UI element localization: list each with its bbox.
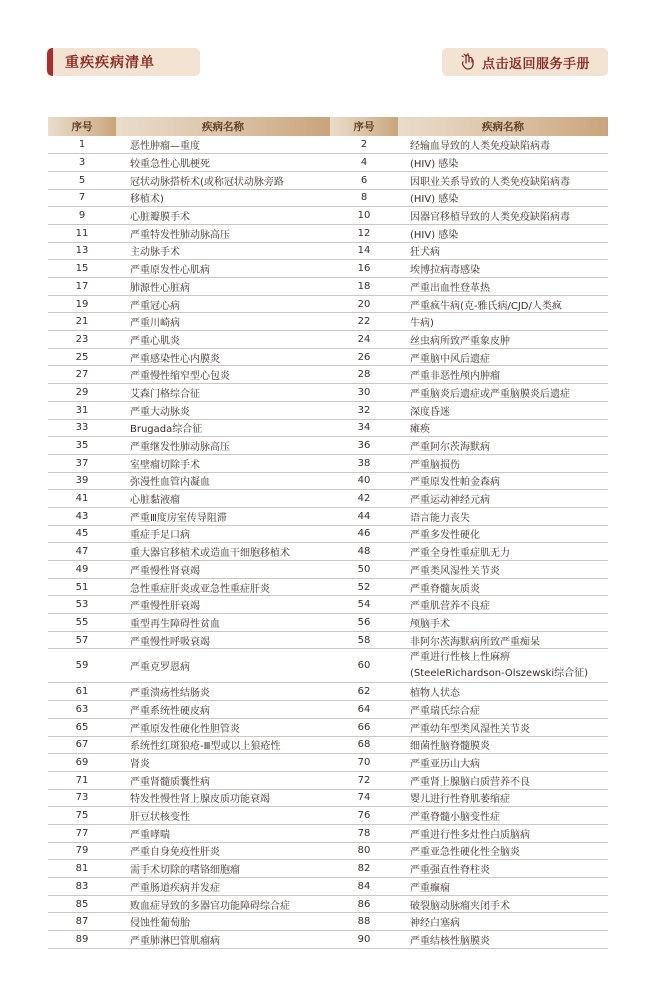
row-index: 48 [330, 543, 398, 561]
row-index: 40 [330, 472, 398, 490]
disease-name: 严重强直性脊柱炎 [398, 860, 608, 878]
disease-name: 恶性肿瘤—重度 [116, 136, 330, 154]
row-index: 30 [330, 384, 398, 402]
disease-name: 严重溃疡性结肠炎 [116, 683, 330, 701]
row-index: 81 [48, 860, 116, 878]
disease-name: 埃博拉病毒感染 [398, 260, 608, 278]
disease-name: 婴儿进行性脊肌萎缩症 [398, 789, 608, 807]
row-index: 47 [48, 543, 116, 561]
row-index: 12 [330, 224, 398, 242]
table-row [48, 313, 608, 331]
row-index: 69 [48, 754, 116, 772]
row-index: 11 [48, 224, 116, 242]
row-index: 66 [330, 718, 398, 736]
disease-name-line: 严重进行性核上性麻痹 [410, 651, 510, 663]
row-index: 38 [330, 454, 398, 472]
row-index: 42 [330, 490, 398, 508]
disease-name: 神经白塞病 [398, 913, 608, 931]
row-index: 45 [48, 525, 116, 543]
row-index: 41 [48, 490, 116, 508]
row-index: 77 [48, 824, 116, 842]
row-index: 61 [48, 683, 116, 701]
disease-name: 严重脊髓小脑变性症 [398, 807, 608, 825]
disease-name: 冠状动脉搭桥术(或称冠状动脉旁路 [116, 171, 330, 189]
row-index: 55 [48, 614, 116, 632]
disease-name: 细菌性脑脊髓膜炎 [398, 736, 608, 754]
table-row [48, 895, 608, 913]
row-index: 49 [48, 561, 116, 579]
back-to-manual-label: 点击返回服务手册 [481, 56, 590, 72]
row-index: 9 [48, 207, 116, 225]
disease-name: 严重Ⅲ度房室传导阻滞 [116, 507, 330, 525]
disease-name: 瘫痪 [398, 419, 608, 437]
row-index: 72 [330, 771, 398, 789]
table-row [48, 171, 608, 189]
row-index: 86 [330, 895, 398, 913]
hand-pointer-icon [460, 53, 476, 71]
row-index: 20 [330, 295, 398, 313]
disease-name: 严重幼年型类风湿性关节炎 [398, 718, 608, 736]
disease-name [398, 649, 608, 683]
row-index: 85 [48, 895, 116, 913]
disease-name: 严重肌营养不良症 [398, 596, 608, 614]
row-index: 64 [330, 701, 398, 719]
disease-name: 牛病) [398, 313, 608, 331]
disease-name: 需手术切除的嗜铬细胞瘤 [116, 860, 330, 878]
row-index: 63 [48, 701, 116, 719]
row-index: 2 [330, 136, 398, 154]
table-row [48, 525, 608, 543]
table-row [48, 754, 608, 772]
table-row [48, 701, 608, 719]
disease-name: 丝虫病所致严重象皮肿 [398, 331, 608, 349]
row-index: 79 [48, 842, 116, 860]
row-index: 78 [330, 824, 398, 842]
row-index: 53 [48, 596, 116, 614]
disease-name: 较重急性心肌梗死 [116, 154, 330, 172]
table-row [48, 189, 608, 207]
row-index: 25 [48, 348, 116, 366]
disease-name: 严重多发性硬化 [398, 525, 608, 543]
row-index: 80 [330, 842, 398, 860]
disease-name: 严重非恶性颅内肿瘤 [398, 366, 608, 384]
disease-name: 严重慢性肝衰竭 [116, 596, 330, 614]
row-index: 68 [330, 736, 398, 754]
disease-name: 严重原发性帕金森病 [398, 472, 608, 490]
row-index: 16 [330, 260, 398, 278]
row-index: 82 [330, 860, 398, 878]
row-index: 74 [330, 789, 398, 807]
table-row [48, 683, 608, 701]
table-row [48, 718, 608, 736]
row-index: 39 [48, 472, 116, 490]
disease-name: 严重肠道疾病并发症 [116, 878, 330, 896]
row-index: 18 [330, 278, 398, 296]
row-index: 73 [48, 789, 116, 807]
disease-name: 严重系统性硬皮病 [116, 701, 330, 719]
row-index: 76 [330, 807, 398, 825]
table-row [48, 578, 608, 596]
disease-table [48, 117, 608, 949]
row-index: 6 [330, 171, 398, 189]
disease-name: 严重出血性登革热 [398, 278, 608, 296]
row-index: 3 [48, 154, 116, 172]
table-row [48, 260, 608, 278]
row-index: 70 [330, 754, 398, 772]
column-header-index: 序号 [48, 117, 116, 136]
disease-name: 移植术) [116, 189, 330, 207]
table-row [48, 631, 608, 649]
row-index: 46 [330, 525, 398, 543]
disease-name: 狂犬病 [398, 242, 608, 260]
table-row [48, 366, 608, 384]
disease-name: 严重肺淋巴管肌瘤病 [116, 931, 330, 949]
table-row [48, 771, 608, 789]
table-row [48, 490, 608, 508]
row-index: 89 [48, 931, 116, 949]
disease-name: 严重原发性心肌病 [116, 260, 330, 278]
disease-name: 严重运动神经元病 [398, 490, 608, 508]
disease-name: 严重脊髓灰质炎 [398, 578, 608, 596]
table-row [48, 507, 608, 525]
table-row [48, 295, 608, 313]
disease-name: 弥漫性血管内凝血 [116, 472, 330, 490]
row-index: 1 [48, 136, 116, 154]
table-row [48, 136, 608, 154]
row-index: 8 [330, 189, 398, 207]
row-index: 7 [48, 189, 116, 207]
disease-name: 严重继发性肺动脉高压 [116, 437, 330, 455]
table-row [48, 931, 608, 949]
back-to-manual-button[interactable] [442, 48, 608, 76]
disease-name: 心脏黏液瘤 [116, 490, 330, 508]
disease-name: 特发性慢性肾上腺皮质功能衰竭 [116, 789, 330, 807]
row-index: 90 [330, 931, 398, 949]
row-index: 17 [48, 278, 116, 296]
disease-name: 重大器官移植术或造血干细胞移植术 [116, 543, 330, 561]
disease-name: 严重结核性脑膜炎 [398, 931, 608, 949]
row-index: 19 [48, 295, 116, 313]
disease-name: 严重慢性呼吸衰竭 [116, 631, 330, 649]
disease-name: 经输血导致的人类免疫缺陷病毒 [398, 136, 608, 154]
disease-name: 严重自身免疫性肝炎 [116, 842, 330, 860]
table-row [48, 878, 608, 896]
disease-name: (HIV) 感染 [398, 224, 608, 242]
disease-name: 严重亚急性硬化性全脑炎 [398, 842, 608, 860]
row-index: 32 [330, 401, 398, 419]
disease-name: 严重全身性重症肌无力 [398, 543, 608, 561]
disease-name: 严重进行性多灶性白质脑病 [398, 824, 608, 842]
row-index: 33 [48, 419, 116, 437]
row-index: 28 [330, 366, 398, 384]
disease-name: 严重癫痫 [398, 878, 608, 896]
row-index: 62 [330, 683, 398, 701]
disease-name: 非阿尔茨海默病所致严重痴呆 [398, 631, 608, 649]
row-index: 35 [48, 437, 116, 455]
disease-name: 艾森门格综合征 [116, 384, 330, 402]
row-index: 84 [330, 878, 398, 896]
disease-name: 严重肾髓质囊性病 [116, 771, 330, 789]
row-index: 37 [48, 454, 116, 472]
disease-name: 严重脑损伤 [398, 454, 608, 472]
row-index: 36 [330, 437, 398, 455]
disease-name: 急性重症肝炎或亚急性重症肝炎 [116, 578, 330, 596]
table-row [48, 807, 608, 825]
table-row [48, 596, 608, 614]
disease-name: 肾炎 [116, 754, 330, 772]
row-index: 31 [48, 401, 116, 419]
table-row [48, 561, 608, 579]
table-row [48, 789, 608, 807]
row-index: 57 [48, 631, 116, 649]
row-index: 23 [48, 331, 116, 349]
disease-name: 严重瑞氏综合症 [398, 701, 608, 719]
table-row [48, 278, 608, 296]
row-index: 24 [330, 331, 398, 349]
row-index: 52 [330, 578, 398, 596]
disease-name: 肝豆状核变性 [116, 807, 330, 825]
row-index: 65 [48, 718, 116, 736]
disease-name: 心脏瓣膜手术 [116, 207, 330, 225]
row-index: 27 [48, 366, 116, 384]
table-row [48, 824, 608, 842]
disease-name: 严重克罗恩病 [116, 649, 330, 683]
row-index: 58 [330, 631, 398, 649]
table-row [48, 614, 608, 632]
row-index: 50 [330, 561, 398, 579]
disease-name: 侵蚀性葡萄胎 [116, 913, 330, 931]
disease-name: 严重慢性缩窄型心包炎 [116, 366, 330, 384]
row-index: 22 [330, 313, 398, 331]
column-header-disease-name: 疾病名称 [116, 117, 330, 136]
disease-name: 颅脑手术 [398, 614, 608, 632]
disease-name-line: (SteeleRichardson-Olszewski综合征) [410, 667, 589, 679]
row-index: 44 [330, 507, 398, 525]
table-row [48, 913, 608, 931]
table-row [48, 649, 608, 683]
disease-name: 严重原发性硬化性胆管炎 [116, 718, 330, 736]
table-row [48, 384, 608, 402]
disease-name: 严重感染性心内膜炎 [116, 348, 330, 366]
table-row [48, 454, 608, 472]
table-row [48, 207, 608, 225]
row-index: 54 [330, 596, 398, 614]
page-title-banner [47, 48, 200, 76]
row-index: 51 [48, 578, 116, 596]
disease-name: 因职业关系导致的人类免疫缺陷病毒 [398, 171, 608, 189]
table-row [48, 842, 608, 860]
disease-name: 重型再生障碍性贫血 [116, 614, 330, 632]
row-index: 15 [48, 260, 116, 278]
row-index: 4 [330, 154, 398, 172]
disease-name: 严重慢性肾衰竭 [116, 561, 330, 579]
row-index: 83 [48, 878, 116, 896]
disease-name: 败血症导致的多器官功能障碍综合症 [116, 895, 330, 913]
disease-name: 严重大动脉炎 [116, 401, 330, 419]
row-index: 56 [330, 614, 398, 632]
table-row [48, 401, 608, 419]
disease-name: 室壁瘤切除手术 [116, 454, 330, 472]
disease-name: 严重肾上腺脑白质营养不良 [398, 771, 608, 789]
disease-name: (HIV) 感染 [398, 189, 608, 207]
column-header-disease-name: 疾病名称 [398, 117, 608, 136]
disease-name: (HIV) 感染 [398, 154, 608, 172]
disease-name: 严重川崎病 [116, 313, 330, 331]
disease-name: 重症手足口病 [116, 525, 330, 543]
row-index: 34 [330, 419, 398, 437]
row-index: 87 [48, 913, 116, 931]
disease-name: 严重心肌炎 [116, 331, 330, 349]
table-row [48, 543, 608, 561]
table-row [48, 736, 608, 754]
row-index: 88 [330, 913, 398, 931]
row-index: 14 [330, 242, 398, 260]
table-row [48, 224, 608, 242]
table-row [48, 331, 608, 349]
row-index: 59 [48, 649, 116, 683]
table-row [48, 348, 608, 366]
disease-name: 严重冠心病 [116, 295, 330, 313]
disease-name: 肺源性心脏病 [116, 278, 330, 296]
table-row [48, 860, 608, 878]
disease-name: 语言能力丧失 [398, 507, 608, 525]
row-index: 43 [48, 507, 116, 525]
table-row [48, 419, 608, 437]
disease-name: 破裂脑动脉瘤夹闭手术 [398, 895, 608, 913]
row-index: 75 [48, 807, 116, 825]
disease-name: 严重疯牛病(克-雅氏病/CJD/人类疯 [398, 295, 608, 313]
table-row [48, 154, 608, 172]
disease-name: 严重脑中风后遗症 [398, 348, 608, 366]
disease-name: 严重类风湿性关节炎 [398, 561, 608, 579]
disease-name: 严重阿尔茨海默病 [398, 437, 608, 455]
table-header-row [48, 117, 608, 136]
row-index: 13 [48, 242, 116, 260]
page-title: 重疾疾病清单 [65, 55, 155, 71]
disease-name: 主动脉手术 [116, 242, 330, 260]
disease-name: 严重哮喘 [116, 824, 330, 842]
disease-name: 因器官移植导致的人类免疫缺陷病毒 [398, 207, 608, 225]
disease-name: 植物人状态 [398, 683, 608, 701]
row-index: 67 [48, 736, 116, 754]
row-index: 10 [330, 207, 398, 225]
row-index: 29 [48, 384, 116, 402]
row-index: 71 [48, 771, 116, 789]
row-index: 26 [330, 348, 398, 366]
column-header-index: 序号 [330, 117, 398, 136]
disease-name: 严重特发性肺动脉高压 [116, 224, 330, 242]
row-index: 21 [48, 313, 116, 331]
disease-name: 深度昏迷 [398, 401, 608, 419]
disease-name: 严重脑炎后遗症或严重脑膜炎后遗症 [398, 384, 608, 402]
table-row [48, 242, 608, 260]
disease-name: Brugada综合征 [116, 419, 330, 437]
disease-name: 系统性红斑狼疮-Ⅲ型或以上狼疮性 [116, 736, 330, 754]
row-index: 5 [48, 171, 116, 189]
row-index: 60 [330, 649, 398, 683]
table-row [48, 472, 608, 490]
disease-name: 严重亚历山大病 [398, 754, 608, 772]
table-row [48, 437, 608, 455]
